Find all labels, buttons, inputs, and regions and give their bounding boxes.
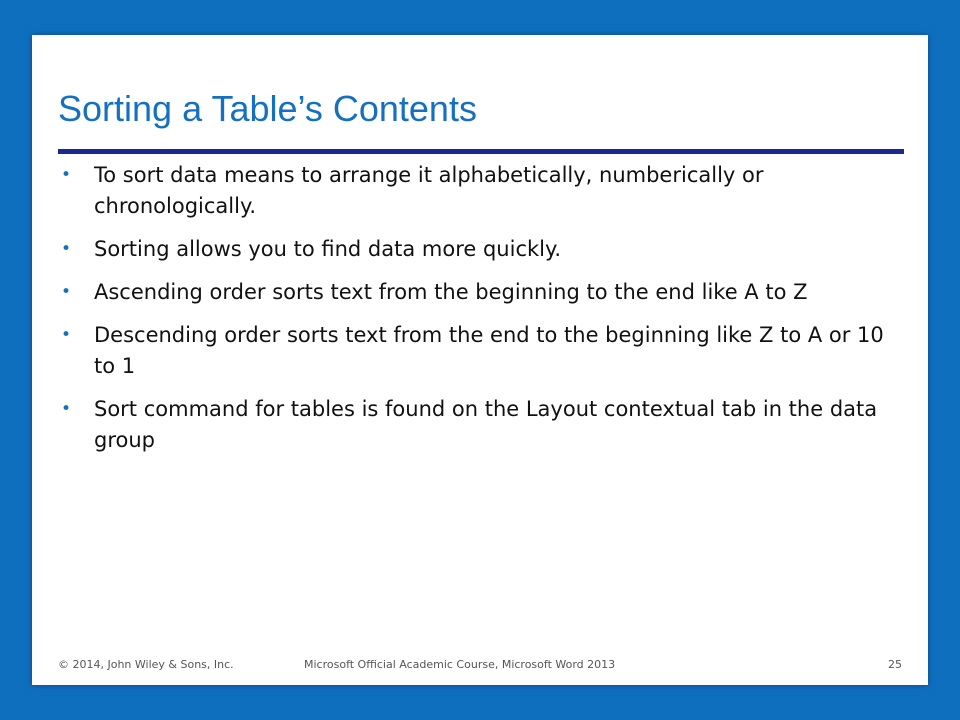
bullet-item — [58, 394, 908, 456]
bullet-text: Descending order sorts text from the end to the beginning like Z to A or 10 to 1 — [94, 323, 884, 378]
bullet-icon: • — [61, 325, 72, 345]
bullet-list — [58, 160, 908, 468]
slide-title: Sorting a Table’s Contents — [58, 88, 477, 129]
footer-page-number: 25 — [888, 658, 902, 671]
bullet-icon: • — [61, 282, 72, 302]
title-divider — [58, 149, 904, 154]
bullet-item — [58, 160, 908, 222]
bullet-item — [58, 277, 908, 308]
bullet-text: To sort data means to arrange it alphabetically, numberically or chronologically. — [94, 163, 764, 218]
bullet-text: Ascending order sorts text from the beginning to the end like A to Z — [94, 280, 808, 304]
bullet-text: Sort command for tables is found on the Layout contextual tab in the data group — [94, 397, 878, 452]
footer-copyright: © 2014, John Wiley & Sons, Inc. — [58, 658, 234, 671]
bullet-item — [58, 320, 908, 382]
bullet-icon: • — [61, 399, 72, 419]
slide-footer — [32, 655, 928, 675]
bullet-text: Sorting allows you to find data more quickly. — [94, 237, 562, 261]
bullet-item — [58, 234, 908, 265]
bullet-icon: • — [61, 239, 72, 259]
footer-course: Microsoft Official Academic Course, Microsoft Word 2013 — [304, 658, 616, 671]
bullet-icon: • — [61, 165, 72, 185]
slide — [32, 35, 928, 685]
